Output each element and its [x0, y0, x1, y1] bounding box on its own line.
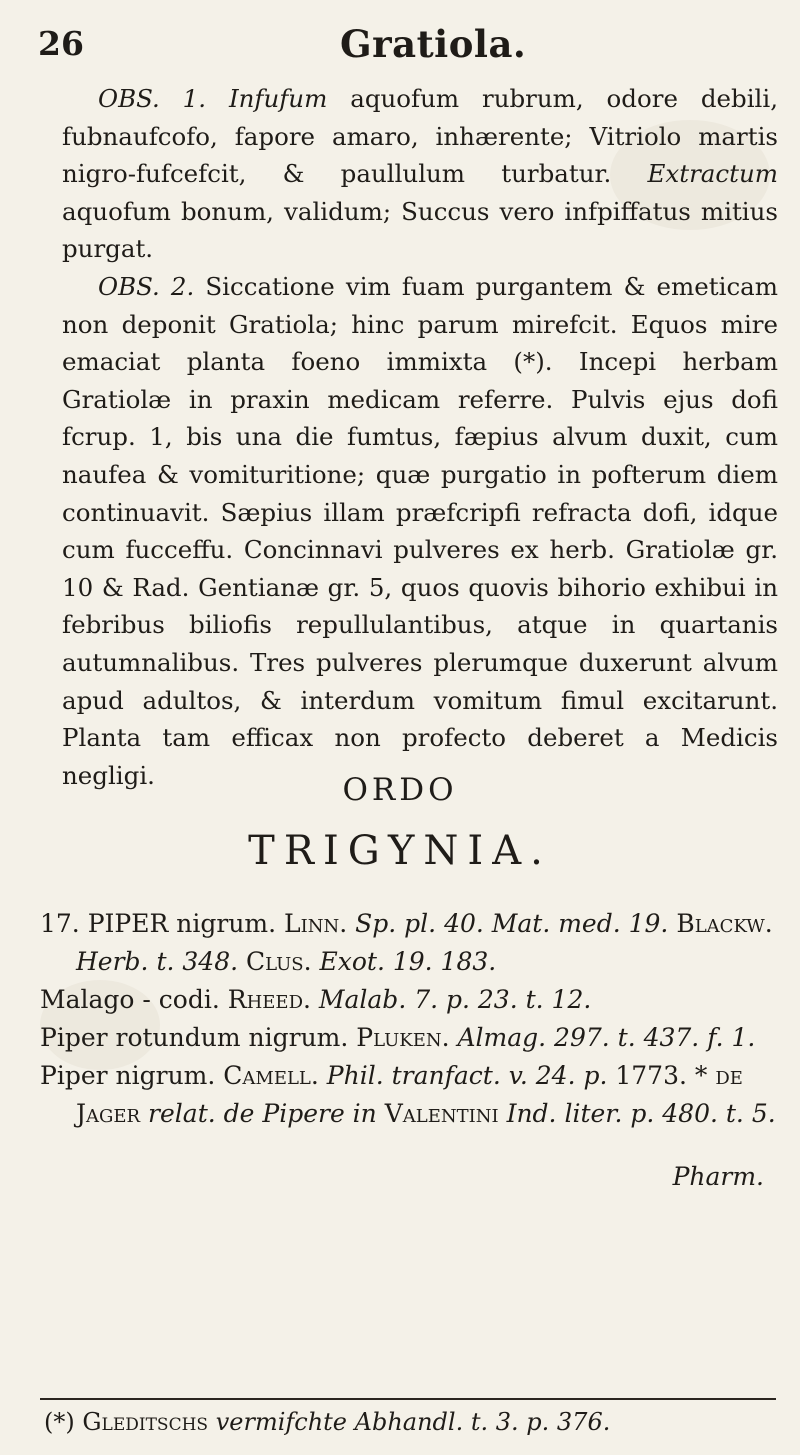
- synonym: Malago - codi.: [40, 985, 220, 1014]
- obs-text: aquofum rubrum, odore debili, fubnaufcofo, fapore amaro, inhærente; Vitriolo martis nigro-fufcefcit, & paullulum turbatur.: [62, 84, 778, 189]
- entry-line: [40, 1057, 776, 1133]
- footnote-mark: (*): [44, 1408, 75, 1436]
- synonym: Piper nigrum.: [40, 1061, 216, 1090]
- reference-number: 1773.: [615, 1061, 687, 1090]
- author-name: Clus.: [246, 947, 312, 976]
- reference: Exot. 19. 183.: [319, 947, 497, 976]
- entry-line: [40, 981, 776, 1019]
- author-name: Valentini: [384, 1099, 499, 1128]
- footnote-author: Gleditschs: [82, 1408, 209, 1436]
- synonym: Piper rotundum nigrum.: [40, 1023, 349, 1052]
- obs-label: OBS. 1.: [98, 84, 207, 113]
- obs-lead-term: Infufum: [228, 84, 328, 113]
- ordo-heading: ORDO: [342, 772, 458, 808]
- author-name: Camell.: [223, 1061, 319, 1090]
- genus-name: PIPER: [87, 909, 169, 938]
- reference: Sp. pl. 40. Mat. med. 19.: [355, 909, 669, 938]
- footnote-location: t. 3. p. 376.: [470, 1408, 611, 1436]
- entry-line: [40, 1019, 776, 1057]
- author-name: * de Jager: [76, 1061, 743, 1128]
- species-entry: [40, 905, 776, 1221]
- order-title: TRIGYNIA.: [248, 828, 552, 874]
- observation-1: [62, 80, 778, 268]
- reference: relat. de Pipere in: [148, 1099, 377, 1128]
- entry-number: 17.: [40, 909, 80, 938]
- reference: Phil. tranfact. v. 24. p.: [326, 1061, 608, 1090]
- reference: Malab. 7. p. 23. t. 12.: [318, 985, 592, 1014]
- extract-term: Extractum: [647, 159, 778, 189]
- author-name: Blackw.: [676, 909, 773, 938]
- reference: Herb. t. 348.: [76, 947, 239, 976]
- footnote-title: vermifchte Abhandl.: [215, 1408, 464, 1436]
- species-name: nigrum.: [176, 909, 277, 938]
- footnote-divider: [40, 1398, 776, 1400]
- page-number: 26: [38, 24, 84, 63]
- reference: Ind. liter. p. 480. t. 5.: [506, 1099, 776, 1128]
- entry-line: [40, 905, 776, 981]
- author-name: Pluken.: [356, 1023, 450, 1052]
- page-header: [0, 22, 800, 66]
- obs-text: Siccatione vim fuam purgantem & emeticam non deponit Gratiola; hinc parum mirefcit. Equos mire emaciat planta foeno immixta (*). Incepi herbam Gratiolæ in praxin medicam referre. Pulvis ejus dofi fcrup. 1, bis una die fumtus, fæpius alvum duxit, cum naufea & vomituritione; quæ purgatio in pofterum diem continuavit. Sæpius illam præfcripfi refracta dofi, idque cum fucceffu. Concinnavi pulveres ex herb. Gratiolæ gr. 10 & Rad. Gentianæ gr. 5, quos quovis bihorio exhibui in febribus biliofis repullulantibus, atque in quartanis autumnalibus. Tres pulveres plerumque duxerunt alvum apud adultos, & interdum vomitum fimul excitarunt. Planta tam efficax non profecto deberet a Medicis negligi.: [62, 271, 778, 790]
- running-head: Gratiola.: [340, 22, 527, 66]
- footnote: [44, 1405, 774, 1439]
- author-name: Rheed.: [227, 985, 311, 1014]
- obs-label: OBS. 2.: [98, 271, 195, 301]
- main-text: [62, 80, 778, 794]
- observation-2: [62, 268, 778, 794]
- author-name: Linn.: [284, 909, 348, 938]
- reference: Almag. 297. t. 437. f. 1.: [457, 1023, 756, 1052]
- catchword: Pharm.: [672, 1162, 764, 1191]
- obs-text: aquofum bonum, validum; Succus vero infpiffatus mitius purgat.: [62, 196, 778, 264]
